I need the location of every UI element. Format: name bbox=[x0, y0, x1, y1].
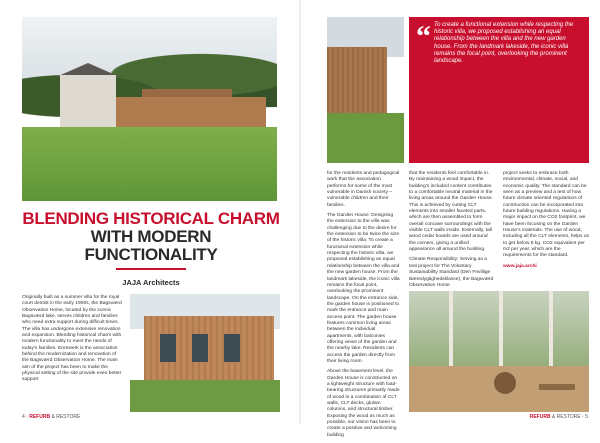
right-footer bbox=[530, 414, 588, 420]
footer-brand: REFURB bbox=[529, 414, 551, 420]
headline-rule bbox=[116, 268, 186, 270]
body-paragraph: that the residents feel comfortable in. By maintaining a wood impact, the building's included content contributes to a comfortable neutral material in the living areas around the Garden House. This is achieved by cutting CLT elements into smaller faceted parts, which are then assembled to form overall concave surroundings with the visible CLT walls inside. Externally, tall wood cedar boards are used around the corners, giving a unified appearance all around the building. bbox=[409, 171, 494, 253]
article-author: JAJA Architects bbox=[122, 278, 180, 287]
body-paragraph: Climate Responsibility: Serving as a test project for The Voluntary Sustainability Standard (Den Frivillige Bæredygtighedsklasse), the Bagsværd Observation Home bbox=[409, 257, 494, 288]
garden-house-photo bbox=[130, 294, 280, 412]
photo-lawn bbox=[327, 113, 404, 163]
website-link[interactable]: www.jaja.archi bbox=[503, 263, 537, 269]
footer-section: & RESTORE bbox=[51, 414, 81, 420]
body-paragraph: for the residents and pedagogical work that the association performs for some of the most vulnerable in Danish society – vulnerable children and their families. bbox=[327, 171, 400, 208]
pull-quote bbox=[409, 17, 589, 163]
window-mullion bbox=[449, 291, 453, 366]
headline-dark-1: WITH MODERN bbox=[90, 227, 212, 246]
left-footer bbox=[22, 414, 80, 420]
window-mullion bbox=[549, 291, 553, 366]
footer-separator: · bbox=[26, 414, 28, 420]
body-paragraph: Above the basement level, the Garden House is constructed on a lightweight structure with load-bearing structures primarily made of wood in a combination of CLT walls, CLT decks, glulam columns, and structural timber. Exposing the wood as much as possible, our vision has been to create a positive and welcoming building bbox=[327, 369, 400, 438]
article-headline bbox=[22, 210, 280, 264]
headline-red: BLENDING HISTORICAL CHARM bbox=[22, 209, 280, 228]
intro-column bbox=[22, 295, 122, 388]
quote-mark-icon: “ bbox=[416, 20, 431, 53]
footer-brand: REFURB bbox=[29, 414, 51, 420]
window bbox=[224, 334, 240, 362]
headline-dark-2: FUNCTIONALITY bbox=[84, 245, 218, 264]
window bbox=[160, 334, 176, 362]
coffee-table bbox=[539, 384, 575, 390]
body-column-3 bbox=[503, 171, 589, 274]
window-mullion bbox=[499, 291, 503, 366]
right-page-number: 5 bbox=[585, 414, 588, 420]
body-paragraph: The Garden House: Designing the extension to the villa was challenging due to the desire for the extension to be twice the size of the historic villa. To create a functional extension while respecting the historic villa, we proposed establishing an equal relationship between the villa and the new garden house. From the landmark lakeside, the iconic villa remains the focal point, overlooking the prominent landscape. On the entrance side, the garden house is positioned to mark the entrance and main access point. The garden house features common living areas between the individual apartments, with balconies offering views of the garden and the nearby lake. Residents can access the garden directly from their living room. bbox=[327, 213, 400, 364]
left-page-number: 4 bbox=[22, 414, 25, 420]
body-paragraph: project seeks to embrace both environmental, climate, social, and economic quality. The standard can be seen as a preview and a test of how future climate oriented regulations of construction can be incorporated into future building regulations. Having a major impact on the CO2 footprint, we have been focusing on the Garden House's materials. The use of wood, including all the CLT elements, helps us to get below 8 kg. CO2 equivalent per m2 per year, which are the requirements for the standard. bbox=[503, 171, 589, 259]
photo-lawn bbox=[130, 380, 280, 412]
footer-section: & RESTORE bbox=[551, 414, 581, 420]
quote-text: To create a functional extension while respecting the historic villa, we proposed establishing an equal relationship between the villa and the new garden house. From the landmark lakeside, the iconic villa remains the focal point, overlooking the prominent landscape. bbox=[434, 22, 574, 65]
body-column-1 bbox=[327, 171, 401, 443]
intro-paragraph: Originally built as a summer villa for the royal court dentist in the early 1900s, the Bagsværd Observation Home, located by the scenic Bagsværd lake, serves children and families who need extra support during difficult times. The villa has undergone extensive renovation and expansion. Blending historical charm with modern functionality to meet the needs of today's families. Erenwerk is the association behind the modernization and renovation of the Bagsværd Observation Home. The main aim of the project has been to make the physical setting of the site provide even better support bbox=[22, 295, 122, 383]
footer-separator: · bbox=[582, 414, 584, 420]
villa-exterior-photo bbox=[22, 17, 277, 201]
facade-lawn-photo bbox=[327, 17, 404, 163]
photo-lawn bbox=[22, 127, 277, 201]
page-fold bbox=[299, 0, 301, 424]
interior-living-photo bbox=[409, 291, 589, 412]
window bbox=[192, 334, 208, 362]
wicker-chair bbox=[494, 372, 516, 394]
body-column-2 bbox=[409, 171, 495, 293]
wood-facade bbox=[327, 47, 387, 117]
